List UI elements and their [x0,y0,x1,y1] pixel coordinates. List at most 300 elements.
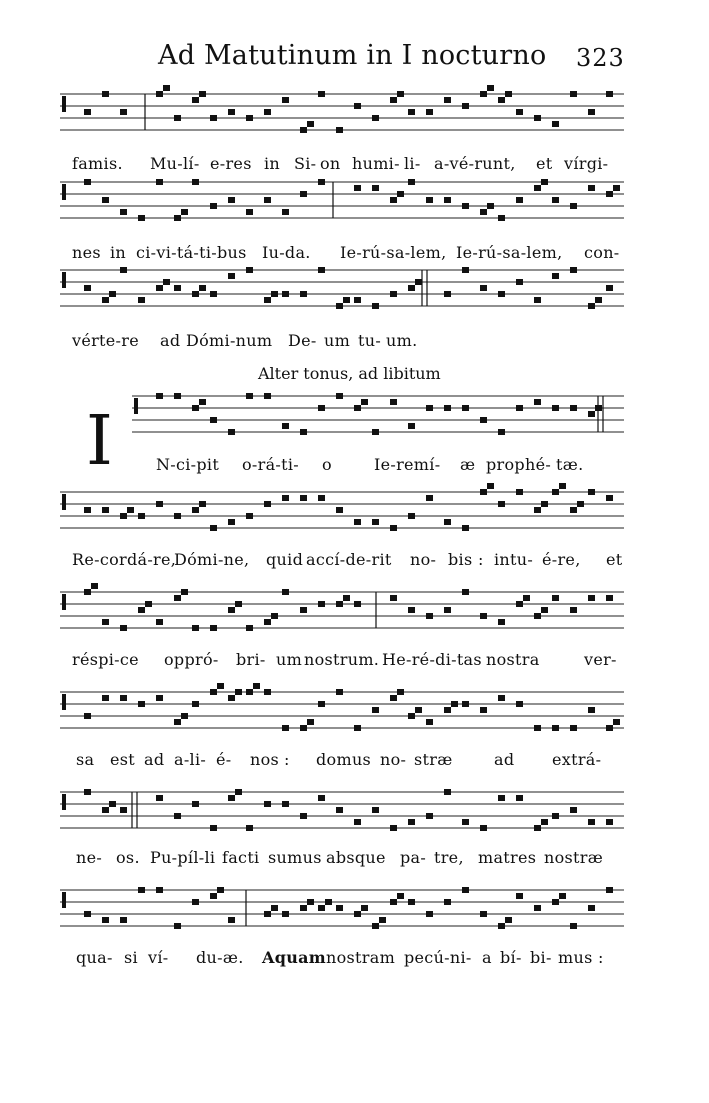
neume-note [156,887,163,893]
neume-note [498,695,505,701]
neume-note [480,613,487,619]
neume-note [480,707,487,713]
neume-note [462,203,469,209]
neume-note [84,285,91,291]
neume-note [246,267,253,273]
neume-note [462,525,469,531]
lyric-syllable: ad [494,750,515,769]
neume-note [264,109,271,115]
neume-note [415,707,422,713]
neume-note [84,713,91,719]
neume-note [210,417,217,423]
lyric-syllable: Ie-rú-sa-lem, [456,243,563,262]
lyric-syllable: est [110,750,136,769]
neume-note [300,905,307,911]
neume-note [318,405,325,411]
neume-note [588,707,595,713]
neume-note [372,429,379,435]
neume-note [120,625,127,631]
neume-note [570,607,577,613]
lyric-syllable: extrá- [552,750,602,769]
neume-note [444,607,451,613]
neume-note [372,115,379,121]
neume-note [84,911,91,917]
neume-note [300,291,307,297]
neume-note [210,115,217,121]
neume-note [192,291,199,297]
neume-note [390,825,397,831]
neume-note [372,185,379,191]
lyric-syllable: sa [76,750,95,769]
neume-note [408,513,415,519]
neume-note [552,899,559,905]
neume-note [408,819,415,825]
lyric-line-6 [0,650,709,672]
lyric-syllable: ad [144,750,165,769]
lyric-syllable: mus [558,948,593,967]
neume-note [156,393,163,399]
neume-note [480,825,487,831]
neume-note [606,495,613,501]
neume-note [613,185,620,191]
neume-note [505,91,512,97]
clef-mark [62,794,66,810]
lyric-syllable: æ [460,455,476,474]
lyric-syllable: nostra [486,650,540,669]
initial-dropcap: I [86,402,113,481]
lyric-syllable: du-æ. [196,948,244,967]
neume-note [588,595,595,601]
neume-note [552,405,559,411]
lyric-syllable: nostram [326,948,396,967]
neume-note [426,613,433,619]
lyric-syllable: bri- [236,650,266,669]
neume-note [408,713,415,719]
neume-note [570,923,577,929]
neume-note [228,197,235,203]
neume-note [217,683,224,689]
neume-note [390,525,397,531]
neume-note [174,393,181,399]
neume-note [354,601,361,607]
neume-note [588,905,595,911]
lyric-syllable: pa- [400,848,427,867]
neume-note [336,393,343,399]
neume-note [516,893,523,899]
neume-note [246,115,253,121]
neume-note [462,103,469,109]
tone-subtitle: Alter tonus, ad libitum [258,364,441,383]
neume-note [426,813,433,819]
neume-note [606,285,613,291]
neume-note [444,291,451,297]
lyric-syllable: tæ. [556,455,584,474]
neume-note [84,179,91,185]
lyric-line-5 [0,550,709,572]
lyric-syllable: on [320,154,341,173]
neume-note [210,689,217,695]
neume-note [282,801,289,807]
neume-note [516,795,523,801]
lyric-syllable: Ie-remí- [374,455,441,474]
neume-note [588,303,595,309]
neume-note [397,689,404,695]
lyric-syllable: é-re, [542,550,581,569]
lyric-syllable: accí-de-rit [306,550,392,569]
neume-note [444,519,451,525]
neume-note [606,819,613,825]
neume-note [516,109,523,115]
neume-note [228,519,235,525]
lyric-syllable: ci-vi-tá-ti-bus [136,243,247,262]
neume-note [577,501,584,507]
lyric-syllable: réspi-ce [72,650,139,669]
neume-note [271,905,278,911]
neume-note [462,589,469,595]
lyric-syllable: humi- [352,154,400,173]
clef-mark [62,184,66,200]
neume-note [84,109,91,115]
lyric-syllable: nos [250,750,280,769]
neume-note [552,197,559,203]
lyric-line-3 [0,331,709,353]
neume-note [210,625,217,631]
lyric-line-7 [0,750,709,772]
neume-note [541,607,548,613]
neume-note [534,185,541,191]
neume-note [163,85,170,91]
neume-note [264,911,271,917]
lyric-syllable: ne- [76,848,103,867]
neume-note [300,725,307,731]
neume-note [109,291,116,297]
lyric-syllable: De- [288,331,317,350]
clef-mark [62,494,66,510]
neume-note [534,725,541,731]
neume-note [282,97,289,103]
neume-note [426,405,433,411]
neume-note [480,911,487,917]
neume-note [498,291,505,297]
lyric-line-4 [0,455,709,477]
lyric-syllable: ví- [148,948,169,967]
neume-note [318,795,325,801]
neume-note [300,813,307,819]
neume-note [210,525,217,531]
neume-note [156,501,163,507]
neume-note [523,595,530,601]
neume-note [228,273,235,279]
neume-note [570,203,577,209]
lyric-line-9 [0,948,709,970]
lyric-syllable: qua- [76,948,113,967]
neume-note [534,399,541,405]
neume-note [487,483,494,489]
neume-note [102,197,109,203]
lyric-syllable: absque [326,848,386,867]
neume-note [138,513,145,519]
neume-note [552,489,559,495]
neume-note [552,595,559,601]
neume-note [138,607,145,613]
neume-note [480,489,487,495]
neume-note [606,191,613,197]
neume-note [372,707,379,713]
neume-note [318,179,325,185]
neume-note [120,695,127,701]
lyric-syllable: vírgi- [564,154,609,173]
neume-note [516,489,523,495]
neume-note [138,701,145,707]
neume-note [534,507,541,513]
neume-note [210,291,217,297]
neume-note [174,115,181,121]
neume-note [156,795,163,801]
neume-note [588,185,595,191]
neume-note [570,91,577,97]
neume-note [210,893,217,899]
neume-note [282,423,289,429]
neume-note [84,789,91,795]
neume-note [138,887,145,893]
neume-note [354,103,361,109]
neume-note [253,683,260,689]
neume-note [444,197,451,203]
neume-note [300,495,307,501]
neume-note [228,795,235,801]
neume-note [343,595,350,601]
lyric-syllable: tre, [434,848,464,867]
neume-note [174,923,181,929]
neume-note [552,121,559,127]
neume-note [498,619,505,625]
lyric-syllable: e-res [210,154,252,173]
lyric-syllable: facti [222,848,260,867]
neume-note [534,825,541,831]
neume-note [120,917,127,923]
neume-note [379,917,386,923]
lyric-syllable: famis. [72,154,123,173]
neume-note [462,267,469,273]
neume-note [120,807,127,813]
neume-note [397,91,404,97]
neume-note [127,507,134,513]
neume-note [102,807,109,813]
neume-note [282,911,289,917]
neume-note [408,285,415,291]
neume-note [372,923,379,929]
lyric-syllable: N-ci-pit [156,455,220,474]
lyric-syllable: um [276,650,303,669]
neume-note [246,689,253,695]
neume-note [570,267,577,273]
neume-note [199,399,206,405]
neume-note [264,619,271,625]
neume-note [271,613,278,619]
neume-note [606,887,613,893]
neume-note [408,607,415,613]
lyric-syllable: Re-cordá-re, [72,550,177,569]
neume-note [109,801,116,807]
lyric-syllable: um. [386,331,418,350]
neume-note [516,197,523,203]
neume-note [606,91,613,97]
neume-note [451,701,458,707]
neume-note [444,899,451,905]
neume-note [570,405,577,411]
neume-note [588,819,595,825]
neume-note [156,285,163,291]
neume-note [199,285,206,291]
neume-note [120,513,127,519]
neume-note [354,519,361,525]
neume-note [462,701,469,707]
lyric-syllable: Aquam [262,948,327,967]
neume-note [444,97,451,103]
neume-note [361,399,368,405]
lyric-syllable: um [324,331,351,350]
neume-note [282,291,289,297]
neume-note [516,701,523,707]
neume-note [487,85,494,91]
lyric-syllable: in [110,243,127,262]
neume-note [264,501,271,507]
neume-note [174,513,181,519]
neume-note [246,625,253,631]
neume-note [480,417,487,423]
lyric-syllable: Ie-rú-sa-lem, [340,243,447,262]
lyric-syllable: li- [404,154,421,173]
lyric-syllable: nostræ [544,848,604,867]
lyric-syllable: con- [584,243,620,262]
lyric-syllable: no- [380,750,407,769]
neume-note [336,689,343,695]
neume-note [300,127,307,133]
neume-note [174,215,181,221]
lyric-syllable: Iu-da. [262,243,311,262]
neume-note [552,725,559,731]
neume-note [613,719,620,725]
neume-note [534,115,541,121]
lyric-syllable: oppró- [164,650,219,669]
neume-note [307,719,314,725]
neume-note [282,725,289,731]
neume-note [156,179,163,185]
neume-note [588,109,595,115]
neume-note [372,303,379,309]
neume-note [318,601,325,607]
neume-note [91,583,98,589]
neume-note [588,489,595,495]
neume-note [354,725,361,731]
neume-note [102,619,109,625]
neume-note [354,297,361,303]
neume-note [246,209,253,215]
neume-note [397,191,404,197]
neume-note [534,297,541,303]
neume-note [246,513,253,519]
lyric-syllable: nostrum. [304,650,380,669]
neume-note [588,411,595,417]
neume-note [325,899,332,905]
neume-note [480,91,487,97]
lyric-syllable: bí- [500,948,522,967]
neume-note [559,893,566,899]
neume-note [498,795,505,801]
neume-note [217,887,224,893]
neume-note [174,285,181,291]
clef-mark [62,272,66,288]
lyric-syllable: : [478,550,484,569]
neume-note [264,393,271,399]
neume-note [595,297,602,303]
neume-note [84,507,91,513]
neume-note [235,689,242,695]
lyric-syllable: nes [72,243,101,262]
neume-note [397,893,404,899]
neume-note [102,91,109,97]
lyric-syllable: a-vé-runt, [434,154,516,173]
neume-note [228,429,235,435]
neume-note [415,279,422,285]
lyric-syllable: bis [448,550,473,569]
clef-mark [62,892,66,908]
neume-note [534,905,541,911]
lyric-syllable: He-ré-di-tas [382,650,482,669]
neume-note [516,405,523,411]
neume-note [192,507,199,513]
neume-note [426,495,433,501]
neume-note [498,501,505,507]
neume-note [192,801,199,807]
page-number: 323 [576,44,625,72]
lyric-syllable: a [482,948,492,967]
neume-note [264,297,271,303]
neume-note [282,495,289,501]
neume-note [505,917,512,923]
lyric-syllable: prophé- [486,455,552,474]
neume-note [408,109,415,115]
neume-note [318,905,325,911]
neume-note [300,429,307,435]
lyric-syllable: Pu-píl-li [150,848,216,867]
neume-note [318,267,325,273]
neume-note [343,297,350,303]
neume-note [210,825,217,831]
neume-note [300,607,307,613]
neume-note [444,405,451,411]
neume-note [156,619,163,625]
lyric-syllable: os. [116,848,140,867]
neume-note [606,595,613,601]
neume-note [235,601,242,607]
neume-note [174,813,181,819]
neume-note [559,483,566,489]
neume-note [192,405,199,411]
lyric-syllable: bi- [530,948,552,967]
lyric-syllable: ver- [584,650,617,669]
neume-note [516,601,523,607]
neume-note [282,589,289,595]
lyric-syllable: Dómi-num [186,331,273,350]
neume-note [282,209,289,215]
clef-mark [62,694,66,710]
neume-note [174,719,181,725]
neume-note [336,303,343,309]
lyric-syllable: : [598,948,604,967]
neume-note [354,819,361,825]
neume-note [318,495,325,501]
